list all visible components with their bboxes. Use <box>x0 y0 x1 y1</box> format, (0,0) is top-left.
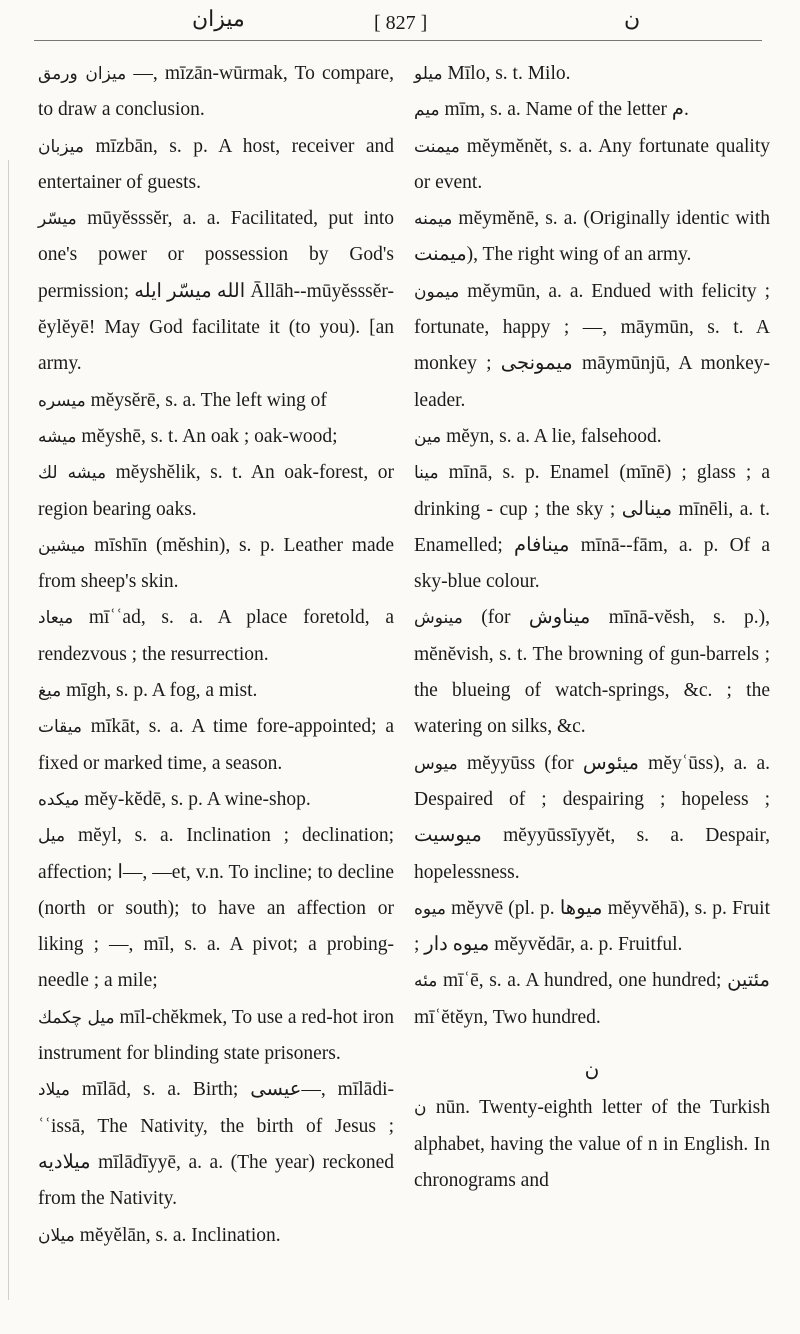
entry-definition: (for میناوش mīnā-vĕsh, s. p.), mĕnĕvish, s. t. The browning of gun-barrels ; the blueing of watch-springs, &c. ; the watering on silks, &c. <box>414 607 771 738</box>
dictionary-entry <box>414 746 770 891</box>
entry-arabic-headword: میشه <box>38 426 77 447</box>
header-catchword: میزان <box>192 6 245 31</box>
entry-arabic-headword: میكده <box>38 789 80 810</box>
entry-arabic-headword: میزان ورمق <box>38 64 127 84</box>
dictionary-entry <box>38 709 394 782</box>
entry-arabic-headword: میم <box>414 100 440 121</box>
entry-definition: mūyĕsssĕr, a. a. Facilitated, put into one's power or possession by God's permission; الله میسّر ایله Āllāh--mūyĕsssĕr-ĕylĕyē! May God facilitate it (to you). [an army. <box>38 208 395 375</box>
entry-arabic-headword: میسره <box>38 390 86 411</box>
dictionary-entry <box>414 600 770 745</box>
page-number: [ 827 ] <box>374 12 428 34</box>
entry-definition: mĕyshĕlik, s. t. An oak-forest, or region bearing oaks. <box>38 462 394 520</box>
dictionary-entry <box>414 891 770 964</box>
entry-arabic-headword: میقات <box>38 717 83 738</box>
dictionary-entry <box>38 56 394 129</box>
dictionary-entry <box>38 1218 394 1254</box>
left-column <box>38 56 394 1254</box>
entry-arabic-headword: میلو <box>414 64 443 84</box>
entry-definition: mĕyl, s. a. Inclination ; declination; affection; ا—, —et, v.n. To incline; to decline (north or south); to have an affection or liking ; —, mīl, s. a. A pivot; a probing-needle ; a mile; <box>38 825 395 992</box>
dictionary-entry <box>38 673 394 709</box>
dictionary-entry <box>414 129 770 202</box>
entry-definition: mīm, s. a. Name of the letter م. <box>444 99 689 121</box>
dictionary-entry <box>38 782 394 818</box>
dictionary-entry <box>414 92 770 128</box>
dictionary-entry <box>38 1000 394 1073</box>
entry-arabic-headword: میشه لك <box>38 463 107 484</box>
entry-arabic-headword: میمنت <box>414 136 460 157</box>
entry-arabic-headword: مینوش <box>414 608 463 629</box>
dictionary-entry <box>414 201 770 274</box>
entry-definition: mīlād, s. a. Birth; عیسی—, mīlādi-ʿʿissā, The Nativity, the birth of Jesus ; میلادیه mīlādīyyē, a. a. (The year) reckoned from the Nativity. <box>38 1079 394 1210</box>
entry-definition: mīgh, s. p. A fog, a mist. <box>66 680 258 702</box>
dictionary-entry <box>38 383 394 419</box>
dictionary-entry <box>38 419 394 455</box>
entry-arabic-headword: مئه <box>414 971 438 992</box>
dictionary-entry <box>414 419 770 455</box>
entry-definition: mĕyvē (pl. p. میوها mĕyvĕhā), s. p. Fruit ; میوه دار mĕyvĕdār, a. p. Fruitful. <box>414 897 771 956</box>
entry-definition: Mīlo, s. t. Milo. <box>447 63 571 84</box>
entry-definition: mĕy-kĕdē, s. p. A wine-shop. <box>84 788 311 810</box>
entry-arabic-headword: میشین <box>38 535 86 556</box>
entry-definition: mĕyĕlān, s. a. Inclination. <box>79 1224 281 1246</box>
entry-definition: mīl-chĕkmek, To use a red-hot iron instrument for blinding state prisoners. <box>38 1006 394 1065</box>
dictionary-entry <box>414 1090 770 1199</box>
entry-definition: nūn. Twenty-eighth letter of the Turkish alphabet, having the value of n in English. In chronograms and <box>414 1097 771 1191</box>
header-letter: ن <box>624 6 641 31</box>
dictionary-entry <box>38 600 394 673</box>
dictionary-entry <box>38 1072 394 1217</box>
entry-definition: mĕyn, s. a. A lie, falsehood. <box>446 425 662 447</box>
entry-arabic-headword: مین <box>414 426 442 447</box>
entry-arabic-headword: میعاد <box>38 608 74 629</box>
dictionary-entry <box>38 129 394 202</box>
entry-definition: mĕymĕnē, s. a. (Originally identic with میمنت), The right wing of an army. <box>414 208 771 266</box>
entry-definition: mĕymĕnĕt, s. a. Any fortunate quality or event. <box>414 135 770 193</box>
entry-definition: —, mīzān-wūrmak, To compare, to draw a conclusion. <box>38 63 394 121</box>
entry-definition: mīʿʿad, s. a. A place foretold, a rendezvous ; the resurrection. <box>38 607 395 665</box>
entry-arabic-headword: میزبان <box>38 136 85 157</box>
entry-arabic-headword: میغ <box>38 681 62 702</box>
dictionary-entry <box>38 528 394 601</box>
entry-definition: mĕyyūss (for میئوس mĕyʿūss), a. a. Despaired of ; despairing ; hopeless ; میوسیت mĕyyūssīyyĕt, s. a. Despair, hopelessness. <box>414 752 770 883</box>
entry-arabic-headword: ن <box>414 1098 427 1119</box>
entry-definition: mĕysĕrē, s. a. The left wing of <box>90 389 327 411</box>
dictionary-entry <box>38 455 394 528</box>
entry-definition: mīzbān, s. p. A host, receiver and entertainer of guests. <box>38 135 394 193</box>
entry-arabic-headword: میسّر <box>38 209 77 230</box>
entry-definition: mīshīn (mĕshin), s. p. Leather made from sheep's skin. <box>38 534 395 593</box>
dictionary-entry <box>414 56 770 92</box>
page-header <box>0 4 800 38</box>
entry-arabic-headword: مینا <box>414 463 439 484</box>
entry-definition: mīkāt, s. a. A time fore-appointed; a fixed or marked time, a season. <box>38 716 394 774</box>
entry-definition: mīʿē, s. a. A hundred, one hundred; مئتین mīʿĕtĕyn, Two hundred. <box>414 970 771 1028</box>
header-rule <box>34 40 762 41</box>
entry-arabic-headword: میمنه <box>414 209 453 230</box>
entry-arabic-headword: میلان <box>38 1225 75 1246</box>
entry-arabic-headword: میل <box>38 826 66 847</box>
entry-definition: mĕyshē, s. t. An oak ; oak-wood; <box>81 425 338 447</box>
dictionary-entry <box>38 201 394 382</box>
dictionary-entry <box>414 963 770 1036</box>
right-column <box>414 56 770 1199</box>
entry-arabic-headword: میلاد <box>38 1080 70 1101</box>
dictionary-entry <box>38 818 394 999</box>
dictionary-entry <box>414 274 770 419</box>
entry-arabic-headword: میوس <box>414 753 458 774</box>
entry-arabic-headword: میل چكمك <box>38 1007 115 1028</box>
dictionary-entry <box>414 455 770 600</box>
entry-definition: mīnā, s. p. Enamel (mīnē) ; glass ; a drinking - cup ; the sky ; مینالی mīnēli, a. t. Enamelled; مینافام mīnā--fām, a. p. Of a sky-blue colour. <box>414 462 771 593</box>
margin-shadow <box>8 160 9 1300</box>
entry-arabic-headword: میمون <box>414 281 460 302</box>
entry-definition: mĕymūn, a. a. Endued with felicity ; fortunate, happy ; —, māymūn, s. t. A monkey ; میمونجی māymūnjū, A monkey-leader. <box>414 280 771 411</box>
entry-arabic-headword: میوه <box>414 898 446 919</box>
section-letter-heading: ن <box>584 1059 600 1082</box>
